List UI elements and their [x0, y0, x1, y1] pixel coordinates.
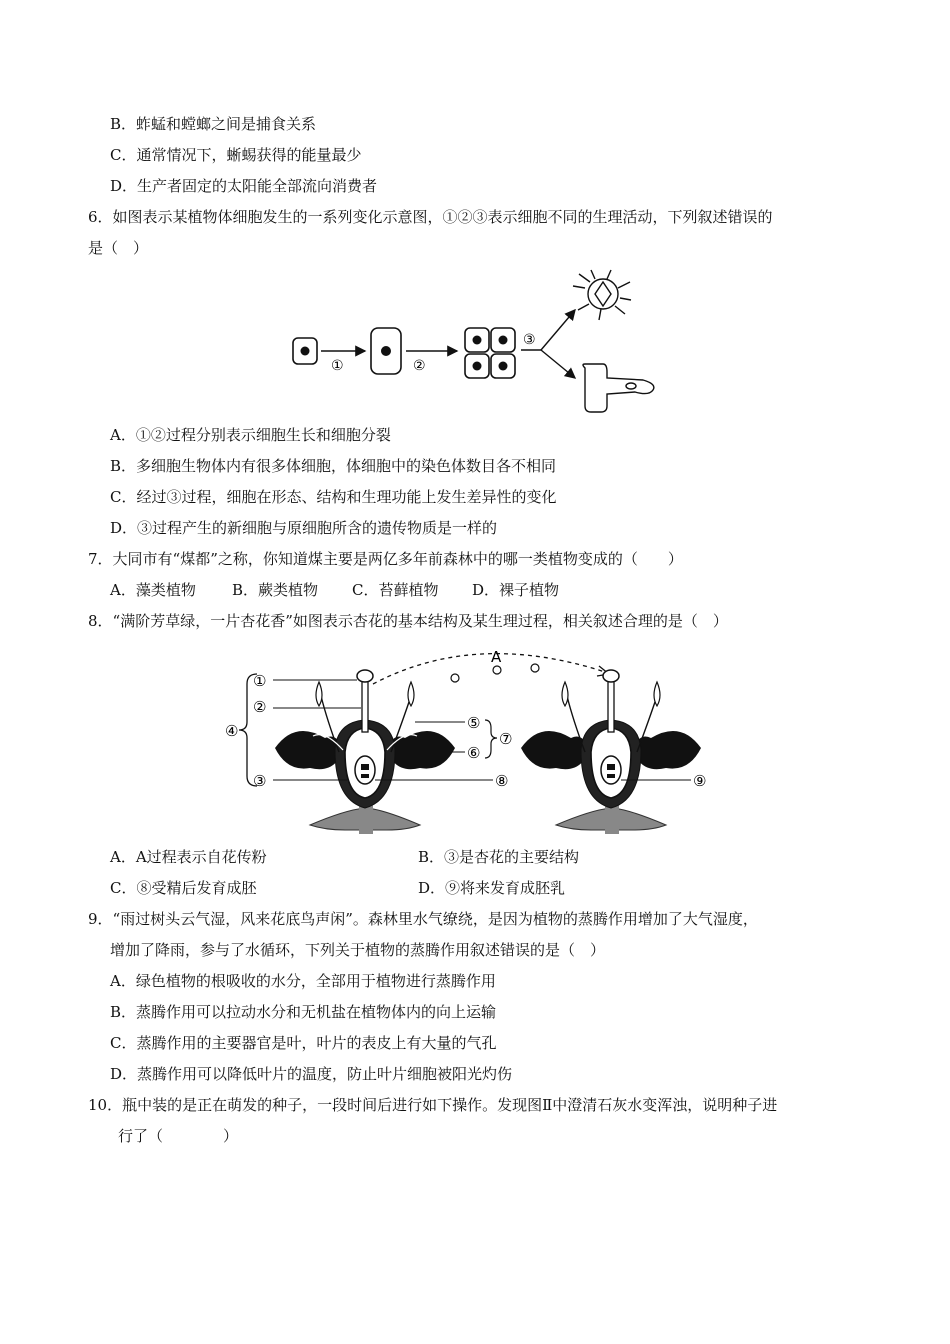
flower-left [275, 670, 455, 834]
label-7: ⑦ [499, 730, 513, 748]
label-8: ⑧ [495, 772, 509, 790]
q6-option-d: D．③过程产生的新细胞与原细胞所含的遗传物质是一样的 [110, 519, 498, 537]
q6-option-b: B．多细胞生物体内有很多体细胞，体细胞中的染色体数目各不相同 [110, 457, 557, 475]
q8-option-c: C．⑧受精后发育成胚 [110, 879, 257, 897]
q8-option-b: B．③是杏花的主要结构 [418, 848, 580, 866]
label-2: ② [253, 698, 267, 716]
q9-option-a: A．绿色植物的根吸收的水分，全部用于植物进行蒸腾作用 [110, 972, 496, 990]
label-3: ③ [253, 772, 267, 790]
q6-option-c: C．经过③过程，细胞在形态、结构和生理功能上发生差异性的变化 [110, 488, 557, 506]
q9-option-d: D．蒸腾作用可以降低叶片的温度，防止叶片细胞被阳光灼伤 [110, 1065, 513, 1083]
q8-option-a: A．A过程表示自花传粉 [110, 848, 267, 866]
q9-option-c: C．蒸腾作用的主要器官是叶，叶片的表皮上有大量的气孔 [110, 1034, 497, 1052]
q7-option-c: C．苔藓植物 [352, 581, 439, 599]
q7-stem: 7．大同市有“煤都”之称，你知道煤主要是两亿多年前森林中的哪一类植物变成的（ ） [88, 550, 683, 568]
divided-cells [465, 328, 515, 378]
label-1: ① [253, 672, 267, 690]
apricot-flower-figure [215, 640, 735, 840]
q6-option-a: A．①②过程分别表示细胞生长和细胞分裂 [110, 426, 391, 444]
label-4: ④ [225, 722, 239, 740]
q7-option-d: D．裸子植物 [472, 581, 560, 599]
step3-label: ③ [523, 332, 536, 348]
process-a-label: A [491, 648, 502, 666]
q5-option-d: D．生产者固定的太阳能全部流向消费者 [110, 177, 378, 195]
q6-stem-line2: 是（ ） [88, 239, 149, 257]
q5-option-b: B．蚱蜢和螳螂之间是捕食关系 [110, 115, 317, 133]
cell-division-figure [285, 268, 675, 416]
q7-option-b: B．蕨类植物 [232, 581, 319, 599]
grown-cell [371, 328, 401, 374]
q7-option-a: A．藻类植物 [110, 581, 196, 599]
step1-label: ① [331, 358, 344, 374]
elongated-cell [583, 364, 654, 412]
label-9: ⑨ [693, 772, 707, 790]
small-cell [293, 338, 317, 364]
q10-stem-line1: 10．瓶中装的是正在萌发的种子，一段时间后进行如下操作。发现图Ⅱ中澄清石灰水变浑浊，说明种子进 [88, 1096, 778, 1114]
label-5: ⑤ [467, 714, 481, 732]
label-6: ⑥ [467, 744, 481, 762]
q8-option-d: D．⑨将来发育成胚乳 [418, 879, 566, 897]
q6-stem-line1: 6．如图表示某植物体细胞发生的一系列变化示意图，①②③表示细胞不同的生理活动，下列叙述错误的 [88, 208, 773, 226]
q5-option-c: C．通常情况下，蜥蜴获得的能量最少 [110, 146, 362, 164]
step2-label: ② [413, 358, 426, 374]
q9-option-b: B．蒸腾作用可以拉动水分和无机盐在植物体内的向上运输 [110, 1003, 497, 1021]
q9-stem-line2: 增加了降雨，参与了水循环，下列关于植物的蒸腾作用叙述错误的是（ ） [110, 941, 606, 959]
q10-stem-line2: 行了（ ） [118, 1127, 239, 1145]
neuron-like-cell [573, 270, 631, 320]
q9-stem-line1: 9．“雨过树头云气湿，风来花底鸟声闲”。森林里水气缭绕，是因为植物的蒸腾作用增加了大气湿度， [88, 910, 758, 928]
q8-stem: 8．“满阶芳草绿，一片杏花香”如图表示杏花的基本结构及某生理过程，相关叙述合理的是（ ） [88, 612, 728, 630]
flower-right [521, 670, 701, 834]
